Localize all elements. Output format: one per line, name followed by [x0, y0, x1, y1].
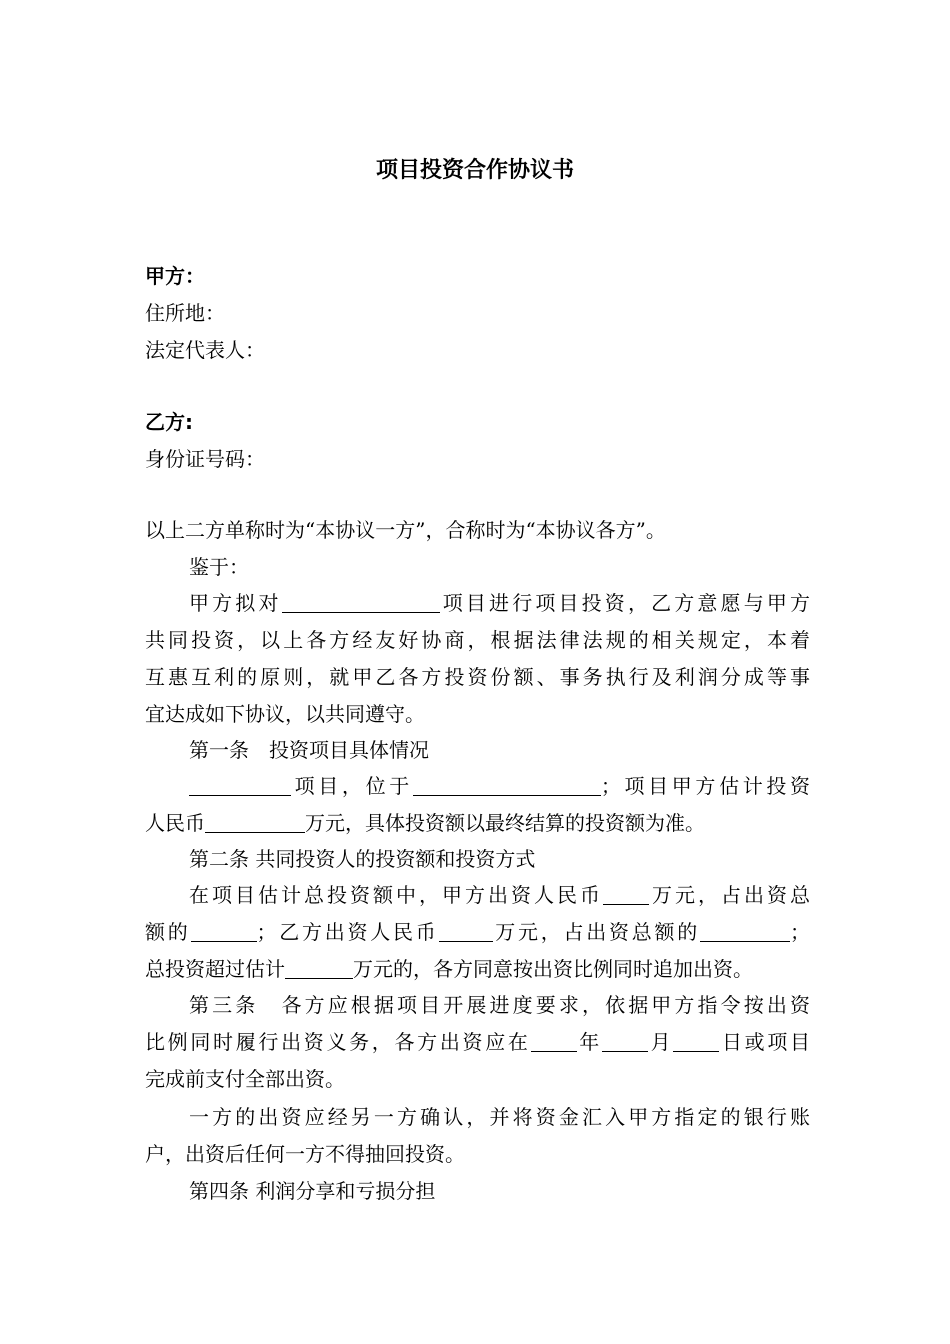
article1-line1	[189, 773, 810, 799]
article2-text-e: 万元，占出资总额的	[492, 920, 700, 944]
year-blank	[531, 1029, 577, 1052]
party-a-address-label: 住所地：	[145, 301, 225, 325]
para1-line4: 宜达成如下协议，以共同遵守。	[145, 702, 425, 726]
article3-line2	[145, 1029, 810, 1055]
para1-line3: 互惠互利的原则，就甲乙各方投资份额、事务执行及利润分成等事	[145, 665, 810, 689]
article2-text-d: ；乙方出资人民币	[256, 920, 439, 944]
para1-line1	[189, 590, 810, 616]
article2-line2	[145, 919, 810, 945]
article2-text-g: 总投资超过估计	[145, 957, 285, 981]
article1-text-a: 项目，位于	[291, 774, 413, 798]
article1-heading: 第一条 投资项目具体情况	[189, 738, 429, 762]
location-blank	[413, 773, 601, 796]
project-name-blank	[282, 590, 440, 613]
para2-line2: 户，出资后任何一方不得抽回投资。	[145, 1142, 465, 1166]
article3-month-label: 月	[647, 1030, 674, 1054]
excess-amount-blank	[285, 956, 353, 979]
party-a-label: 甲方：	[145, 264, 205, 288]
party-b-label: 乙方:	[145, 410, 193, 434]
article2-text-f: ；	[790, 920, 810, 944]
article2-text-h: 万元的，各方同意按出资比例同时追加出资。	[353, 957, 753, 981]
article4-heading: 第四条 利润分享和亏损分担	[189, 1179, 436, 1203]
article2-line3	[145, 956, 810, 982]
para1-text-a: 甲方拟对	[189, 591, 282, 615]
day-blank	[673, 1029, 719, 1052]
article3-year-label: 年	[576, 1030, 602, 1054]
whereas-label: 鉴于：	[189, 555, 249, 579]
party-b-ratio-blank	[700, 919, 790, 942]
party-b-amount-blank	[439, 919, 493, 942]
intro-paragraph: 以上二方单称时为“本协议一方”，合称时为“本协议各方”。	[145, 518, 666, 542]
article1-text-d: 万元，具体投资额以最终结算的投资额为准。	[305, 811, 705, 835]
article1-line2	[145, 810, 810, 836]
article2-text-b: 万元，占出资总	[649, 883, 810, 907]
party-a-ratio-blank	[191, 919, 257, 942]
project-blank	[189, 773, 291, 796]
investment-amount-blank	[205, 810, 305, 833]
article1-text-b: ；项目甲方估计投资	[600, 774, 811, 798]
article2-text-c: 额的	[145, 920, 191, 944]
article2-line1	[189, 882, 810, 908]
article3-text-a: 比例同时履行出资义务，各方出资应在	[145, 1030, 531, 1054]
article2-heading: 第二条 共同投资人的投资额和投资方式	[189, 847, 536, 871]
document-title: 项目投资合作协议书	[375, 158, 574, 183]
article3-text-b: 日或项目	[719, 1030, 811, 1054]
para1-line2: 共同投资，以上各方经友好协商，根据法律法规的相关规定，本着	[145, 628, 810, 652]
article3-line3: 完成前支付全部出资。	[145, 1067, 345, 1091]
party-a-rep-label: 法定代表人：	[145, 338, 265, 362]
para1-text-b: 项目进行项目投资，乙方意愿与甲方	[439, 591, 811, 615]
month-blank	[602, 1029, 648, 1052]
para2-line1: 一方的出资应经另一方确认，并将资金汇入甲方指定的银行账	[189, 1105, 810, 1129]
article2-text-a: 在项目估计总投资额中，甲方出资人民币	[189, 883, 603, 907]
party-b-id-label: 身份证号码：	[145, 447, 265, 471]
article1-text-c: 人民币	[145, 811, 205, 835]
article3-line1: 第三条 各方应根据项目开展进度要求，依据甲方指令按出资	[189, 993, 810, 1017]
party-a-amount-blank	[603, 882, 649, 905]
